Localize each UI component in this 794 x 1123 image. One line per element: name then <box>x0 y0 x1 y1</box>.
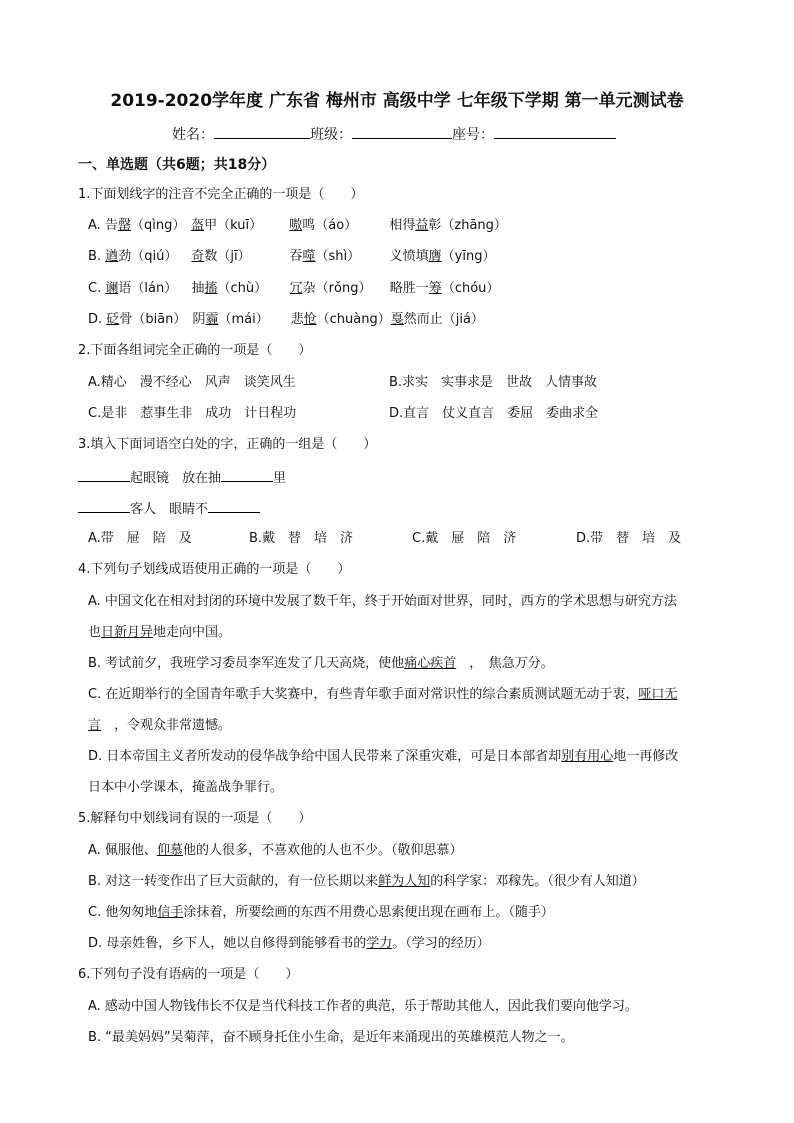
q4-stem: 4.下列句子划线成语使用正确的一项是（ ） <box>78 562 351 577</box>
q3-stem: 3.填入下面词语空白处的字，正确的一组是（ ） <box>78 437 377 452</box>
q2-option-d: D.直言 仗义直言 委屈 委曲求全 <box>389 406 599 421</box>
q4-option-d-line1: D. 日本帝国主义者所发动的侵华战争给中国人民带来了深重灾难，可是日本部省却别有用心地一再修改 <box>88 749 679 764</box>
q6-option-b: B. “最美妈妈”吴菊萍，奋不顾身托住小生命，是近年来涌现出的英雄模范人物之一。 <box>88 1030 574 1045</box>
q4-option-c-line2: 言 ，令观众非常遗憾。 <box>88 718 232 733</box>
q4-option-c-line1: C. 在近期举行的全国青年歌手大奖赛中，有些青年歌手面对常识性的综合素质测试题无动于衷，哑口无 <box>88 687 678 702</box>
class-blank <box>352 124 452 139</box>
q5-option-d: D. 母亲姓鲁，乡下人，她以自修得到能够看书的学力。（学习的经历） <box>88 936 490 951</box>
q3-option-c: C.戴 屉 陪 济 <box>412 531 517 546</box>
q3-option-d: D.带 替 培 及 <box>576 531 682 546</box>
q4-option-d-line2: 日本中小学课本，掩盖战争罪行。 <box>88 780 284 795</box>
q2-option-c: C.是非 惹事生非 成功 计日程功 <box>88 406 297 421</box>
class-label: 班级： <box>310 127 352 143</box>
q4-option-b: B. 考试前夕，我班学习委员李军连发了几天高烧，使他痛心疾首 ， 焦急万分。 <box>88 656 554 671</box>
exam-title: 2019-2020学年度 广东省 梅州市 高级中学 七年级下学期 第一单元测试卷 <box>110 91 684 111</box>
seat-blank <box>494 124 616 139</box>
seat-label: 座号： <box>452 127 494 143</box>
q1-option-d: D. 砭骨（biān） 阴霾（mái） 悲怆（chuàng） 戛然而止（jiá） <box>88 312 484 327</box>
q6-option-a: A. 感动中国人物钱伟长不仅是当代科技工作者的典范，乐于帮助其他人，因此我们要向他学习。 <box>88 999 638 1014</box>
q3-option-a: A.带 屉 陪 及 <box>88 531 192 546</box>
q2-option-a: A.精心 漫不经心 风声 谈笑风生 <box>88 375 296 390</box>
q1-option-c: C. 谰语（lán） 抽搐（chù） 冗杂（rǒng） 略胜一筹（chóu） <box>88 281 500 296</box>
q3-fill-row-1: 起眼镜 放在抽 里 <box>78 468 286 488</box>
q5-option-c: C. 他匆匆地信手涂抹着，所要绘画的东西不用费心思索便出现在画布上。（随手） <box>88 905 554 920</box>
q2-option-b: B.求实 实事求是 世故 人情事故 <box>389 375 598 390</box>
q3-fill-row-2: 客人 眼睛不 <box>78 499 260 519</box>
q6-stem: 6.下列句子没有语病的一项是（ ） <box>78 967 299 982</box>
name-label: 姓名： <box>172 127 214 143</box>
section-heading: 一、单选题（共6题；共18分） <box>78 157 276 173</box>
q5-stem: 5.解释句中划线词有误的一项是（ ） <box>78 811 312 826</box>
q5-option-a: A. 佩服他、仰慕他的人很多，不喜欢他的人也不少。（敬仰思慕） <box>88 843 463 858</box>
name-blank <box>214 124 310 139</box>
q1-stem: 1.下面划线字的注音不完全正确的一项是（ ） <box>78 187 364 202</box>
q4-option-a-line2: 也日新月异地走向中国。 <box>88 625 232 640</box>
q4-option-a-line1: A. 中国文化在相对封闭的环境中发展了数千年，终于开始面对世界，同时，西方的学术思想与研究方法 <box>88 594 677 609</box>
student-info-line <box>172 124 616 144</box>
q2-stem: 2.下面各组词完全正确的一项是（ ） <box>78 343 312 358</box>
q1-option-a: A. 告罄（qìng） 盔甲（kuī） 嗷鸣（áo） 相得益彰（zhāng） <box>88 218 507 233</box>
q3-option-b: B.戴 替 培 济 <box>249 531 354 546</box>
q5-option-b: B. 对这一转变作出了巨大贡献的，有一位长期以来鲜为人知的科学家：邓稼先。（很少有人知道） <box>88 874 645 889</box>
q1-option-b: B. 遒劲（qiú） 奇数（jī） 吞噬（shì） 义愤填膺（yīng） <box>88 249 496 264</box>
